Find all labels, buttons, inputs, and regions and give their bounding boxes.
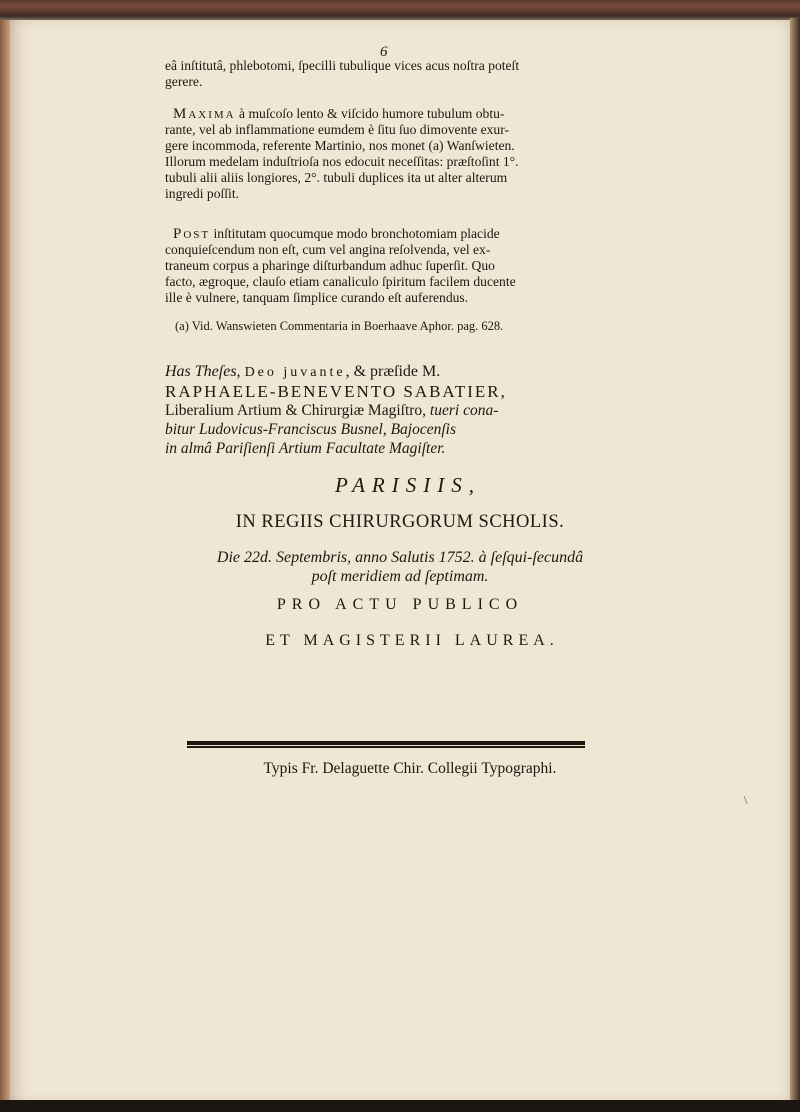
double-rule-divider xyxy=(187,741,585,748)
text-line: rante, vel ab inflammatione eumdem è ſitu ſuo dimovente exur- xyxy=(165,122,509,137)
text-line: conquieſcendum non eſt, cum vel angina reſolvenda, vel ex- xyxy=(165,242,491,257)
stray-mark: \ xyxy=(744,793,748,807)
laurea-heading: ET MAGISTERII LAUREA. xyxy=(265,632,559,649)
scan-bottom-border xyxy=(0,1100,800,1112)
date-line-2: poſt meridiem ad ſeptimam. xyxy=(311,568,489,585)
footnote: (a) Vid. Wanswieten Commentaria in Boerhaave Aphor. pag. 628. xyxy=(175,319,504,333)
printer-imprint: Typis Fr. Delaguette Chir. Collegii Typographi. xyxy=(263,760,557,777)
text-line: ingredi poſſit. xyxy=(165,186,240,201)
text-line: gere incommoda, referente Martinio, nos monet (a) Wanſwieten. xyxy=(165,138,515,153)
text-line: gerere. xyxy=(165,74,203,89)
praeses-name: RAPHAELE-BENEVENTO SABATIER, xyxy=(165,382,507,401)
theses-block xyxy=(165,362,625,458)
place-heading: PARISIIS, xyxy=(334,473,481,497)
candidate-line: bitur Ludovicus-Franciscus Busnel, Bajocenſis xyxy=(165,421,457,438)
text-line: Illorum medelam induſtrioſa nos edocuit neceſſitas: præſtoſint 1°. xyxy=(165,154,519,169)
text-line: traneum corpus a pharinge diſturbandum adhuc ſuperſit. Quo xyxy=(165,258,495,273)
page-number: 6 xyxy=(380,44,388,60)
actu-heading: PRO ACTU PUBLICO xyxy=(276,596,524,613)
text-line: Maxima à muſcoſo lento & viſcido humore tubulum obtu- xyxy=(173,106,505,122)
text-line: tubuli alii aliis longiores, 2°. tubuli duplices ita ut alter alterum xyxy=(165,170,508,185)
text-line: eâ inſtitutâ, phlebotomi, ſpecilli tubulique vices acus noſtra poteſt xyxy=(165,58,520,73)
text-line: ille è vulnere, tanquam ſimplice curando eſt auferendus. xyxy=(165,290,469,305)
theses-line-1: Has Theſes, Deo juvante, & præſide M. xyxy=(165,363,441,380)
lead-word: Post xyxy=(173,226,211,242)
text-line: Post inſtitutam quocumque modo bronchotomiam placide xyxy=(173,226,500,242)
theses-line-3: Liberalium Artium & Chirurgiæ Magiſtro, tueri cona- xyxy=(165,402,499,419)
paragraph-continuation xyxy=(165,58,613,90)
paragraph-maxima xyxy=(165,106,613,202)
paragraph-post xyxy=(165,226,613,306)
faculty-line: in almâ Pariſienſi Artium Facultate Magiſter. xyxy=(165,440,446,457)
schools-heading: IN REGIIS CHIRURGORUM SCHOLIS. xyxy=(235,512,565,532)
date-line-1: Die 22d. Septembris, anno Salutis 1752. à ſeſqui-ſecundâ xyxy=(216,549,584,566)
lead-word: Maxima xyxy=(173,106,236,122)
text-line: facto, ægroque, clauſo etiam canaliculo ſpiritum facilem ducente xyxy=(165,274,516,289)
